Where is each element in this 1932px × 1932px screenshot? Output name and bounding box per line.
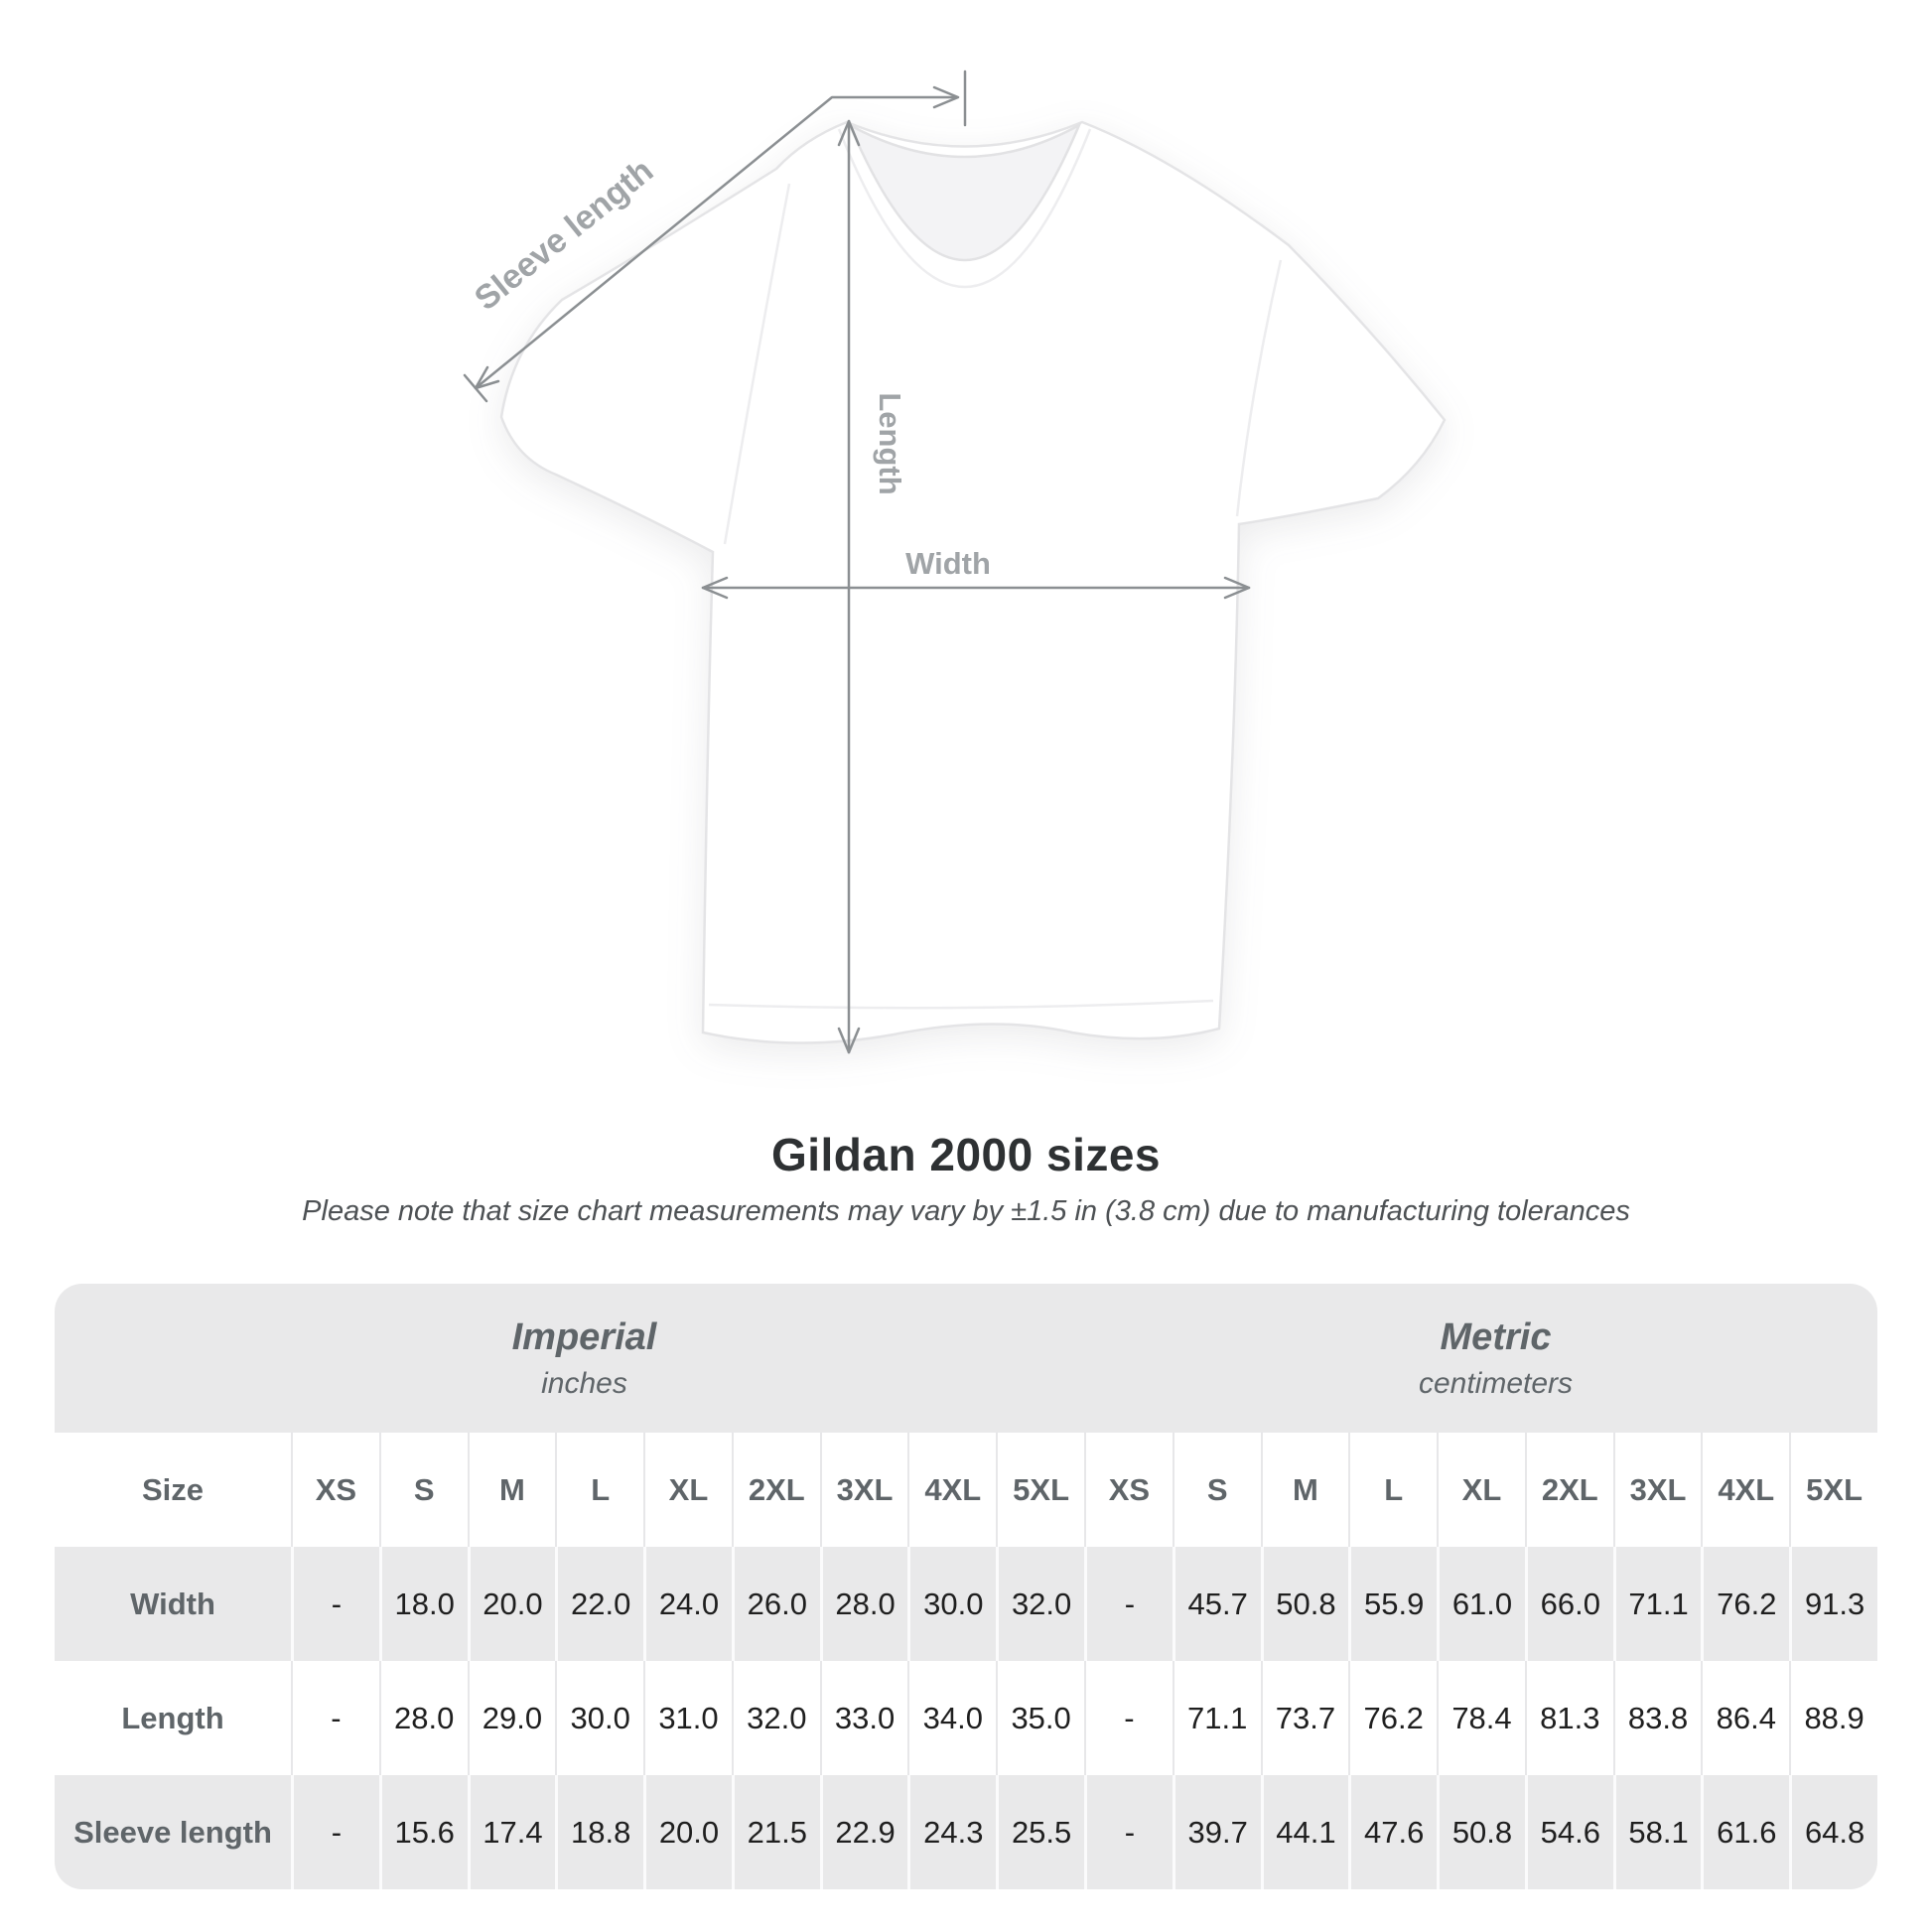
metric-value: 71.1 [1613, 1547, 1702, 1661]
size-column-header: S [379, 1433, 468, 1547]
metric-sublabel: centimeters [1418, 1366, 1574, 1400]
imperial-value: - [291, 1547, 379, 1661]
imperial-value: 24.0 [643, 1547, 732, 1661]
size-column-header: XS [1084, 1433, 1173, 1547]
row-label: Length [121, 1700, 224, 1735]
size-column-header: M [1261, 1433, 1349, 1547]
sleeve-length-label: Sleeve length [467, 151, 661, 319]
length-label: Length [873, 392, 907, 495]
size-column-header: XL [643, 1433, 732, 1547]
metric-value: 83.8 [1613, 1661, 1702, 1775]
metric-value: 64.8 [1789, 1775, 1877, 1889]
unit-header-row [55, 1284, 1877, 1433]
metric-value: 45.7 [1173, 1547, 1261, 1661]
imperial-value: 30.0 [907, 1547, 996, 1661]
metric-value: 88.9 [1789, 1661, 1877, 1775]
page-title: Gildan 2000 sizes [770, 1129, 1162, 1180]
imperial-value: 30.0 [555, 1661, 643, 1775]
imperial-value: 29.0 [468, 1661, 556, 1775]
imperial-value: 33.0 [820, 1661, 908, 1775]
metric-value: - [1084, 1661, 1173, 1775]
imperial-value: 34.0 [907, 1661, 996, 1775]
metric-value: 73.7 [1261, 1661, 1349, 1775]
imperial-value: 25.5 [996, 1775, 1084, 1889]
imperial-value: - [291, 1775, 379, 1889]
unit-header-metric [1084, 1284, 1877, 1433]
metric-value: 71.1 [1173, 1661, 1261, 1775]
metric-value: 47.6 [1348, 1775, 1437, 1889]
metric-value: 55.9 [1348, 1547, 1437, 1661]
size-column-header: 5XL [996, 1433, 1084, 1547]
metric-label: Metric [1440, 1315, 1552, 1358]
metric-value: 86.4 [1701, 1661, 1789, 1775]
imperial-value: 18.0 [379, 1547, 468, 1661]
imperial-value: 26.0 [732, 1547, 820, 1661]
metric-value: 76.2 [1701, 1547, 1789, 1661]
size-column-header: 4XL [1701, 1433, 1789, 1547]
imperial-value: 20.0 [468, 1547, 556, 1661]
size-column-header: L [1348, 1433, 1437, 1547]
size-table [55, 1284, 1877, 1889]
size-column-header: 2XL [732, 1433, 820, 1547]
imperial-sublabel: inches [541, 1366, 627, 1400]
metric-value: 81.3 [1525, 1661, 1613, 1775]
imperial-value: 22.9 [820, 1775, 908, 1889]
imperial-value: 20.0 [643, 1775, 732, 1889]
imperial-value: 35.0 [996, 1661, 1084, 1775]
measurement-row-sleeve-length [55, 1775, 1877, 1889]
metric-value: 91.3 [1789, 1547, 1877, 1661]
size-column-header: 5XL [1789, 1433, 1877, 1547]
imperial-value: 17.4 [468, 1775, 556, 1889]
metric-value: 58.1 [1613, 1775, 1702, 1889]
size-column-header: L [555, 1433, 643, 1547]
unit-header-imperial [55, 1284, 1084, 1433]
metric-value: 61.6 [1701, 1775, 1789, 1889]
imperial-value: 31.0 [643, 1661, 732, 1775]
size-column-header: M [468, 1433, 556, 1547]
size-column-header: XL [1437, 1433, 1525, 1547]
metric-value: - [1084, 1547, 1173, 1661]
imperial-value: 22.0 [555, 1547, 643, 1661]
imperial-value: 24.3 [907, 1775, 996, 1889]
metric-value: 78.4 [1437, 1661, 1525, 1775]
page-subtitle: Please note that size chart measurements may vary by ±1.5 in (3.8 cm) due to manufacturing tolerances [302, 1195, 1630, 1227]
imperial-value: 15.6 [379, 1775, 468, 1889]
imperial-value: 32.0 [996, 1547, 1084, 1661]
imperial-value: 32.0 [732, 1661, 820, 1775]
metric-value: 39.7 [1173, 1775, 1261, 1889]
size-header-row [55, 1433, 1877, 1547]
width-label: Width [905, 546, 991, 581]
size-corner-header: Size [141, 1471, 205, 1507]
metric-value: 50.8 [1437, 1775, 1525, 1889]
metric-value: - [1084, 1775, 1173, 1889]
metric-value: 61.0 [1437, 1547, 1525, 1661]
metric-value: 66.0 [1525, 1547, 1613, 1661]
measurement-row-length [55, 1661, 1877, 1775]
imperial-label: Imperial [511, 1315, 657, 1358]
imperial-value: 28.0 [379, 1661, 468, 1775]
row-label: Width [130, 1586, 215, 1621]
metric-value: 76.2 [1348, 1661, 1437, 1775]
size-column-header: 2XL [1525, 1433, 1613, 1547]
imperial-value: 21.5 [732, 1775, 820, 1889]
metric-value: 54.6 [1525, 1775, 1613, 1889]
size-column-header: 3XL [820, 1433, 908, 1547]
size-grid [55, 1433, 1877, 1889]
row-label: Sleeve length [73, 1814, 272, 1850]
size-column-header: S [1173, 1433, 1261, 1547]
size-column-header: XS [291, 1433, 379, 1547]
measurement-row-width [55, 1547, 1877, 1661]
tshirt-illustration [501, 122, 1445, 1043]
metric-value: 44.1 [1261, 1775, 1349, 1889]
imperial-value: 18.8 [555, 1775, 643, 1889]
imperial-value: - [291, 1661, 379, 1775]
metric-value: 50.8 [1261, 1547, 1349, 1661]
size-column-header: 4XL [907, 1433, 996, 1547]
sleeve-end-tick [465, 375, 486, 401]
size-column-header: 3XL [1613, 1433, 1702, 1547]
imperial-value: 28.0 [820, 1547, 908, 1661]
